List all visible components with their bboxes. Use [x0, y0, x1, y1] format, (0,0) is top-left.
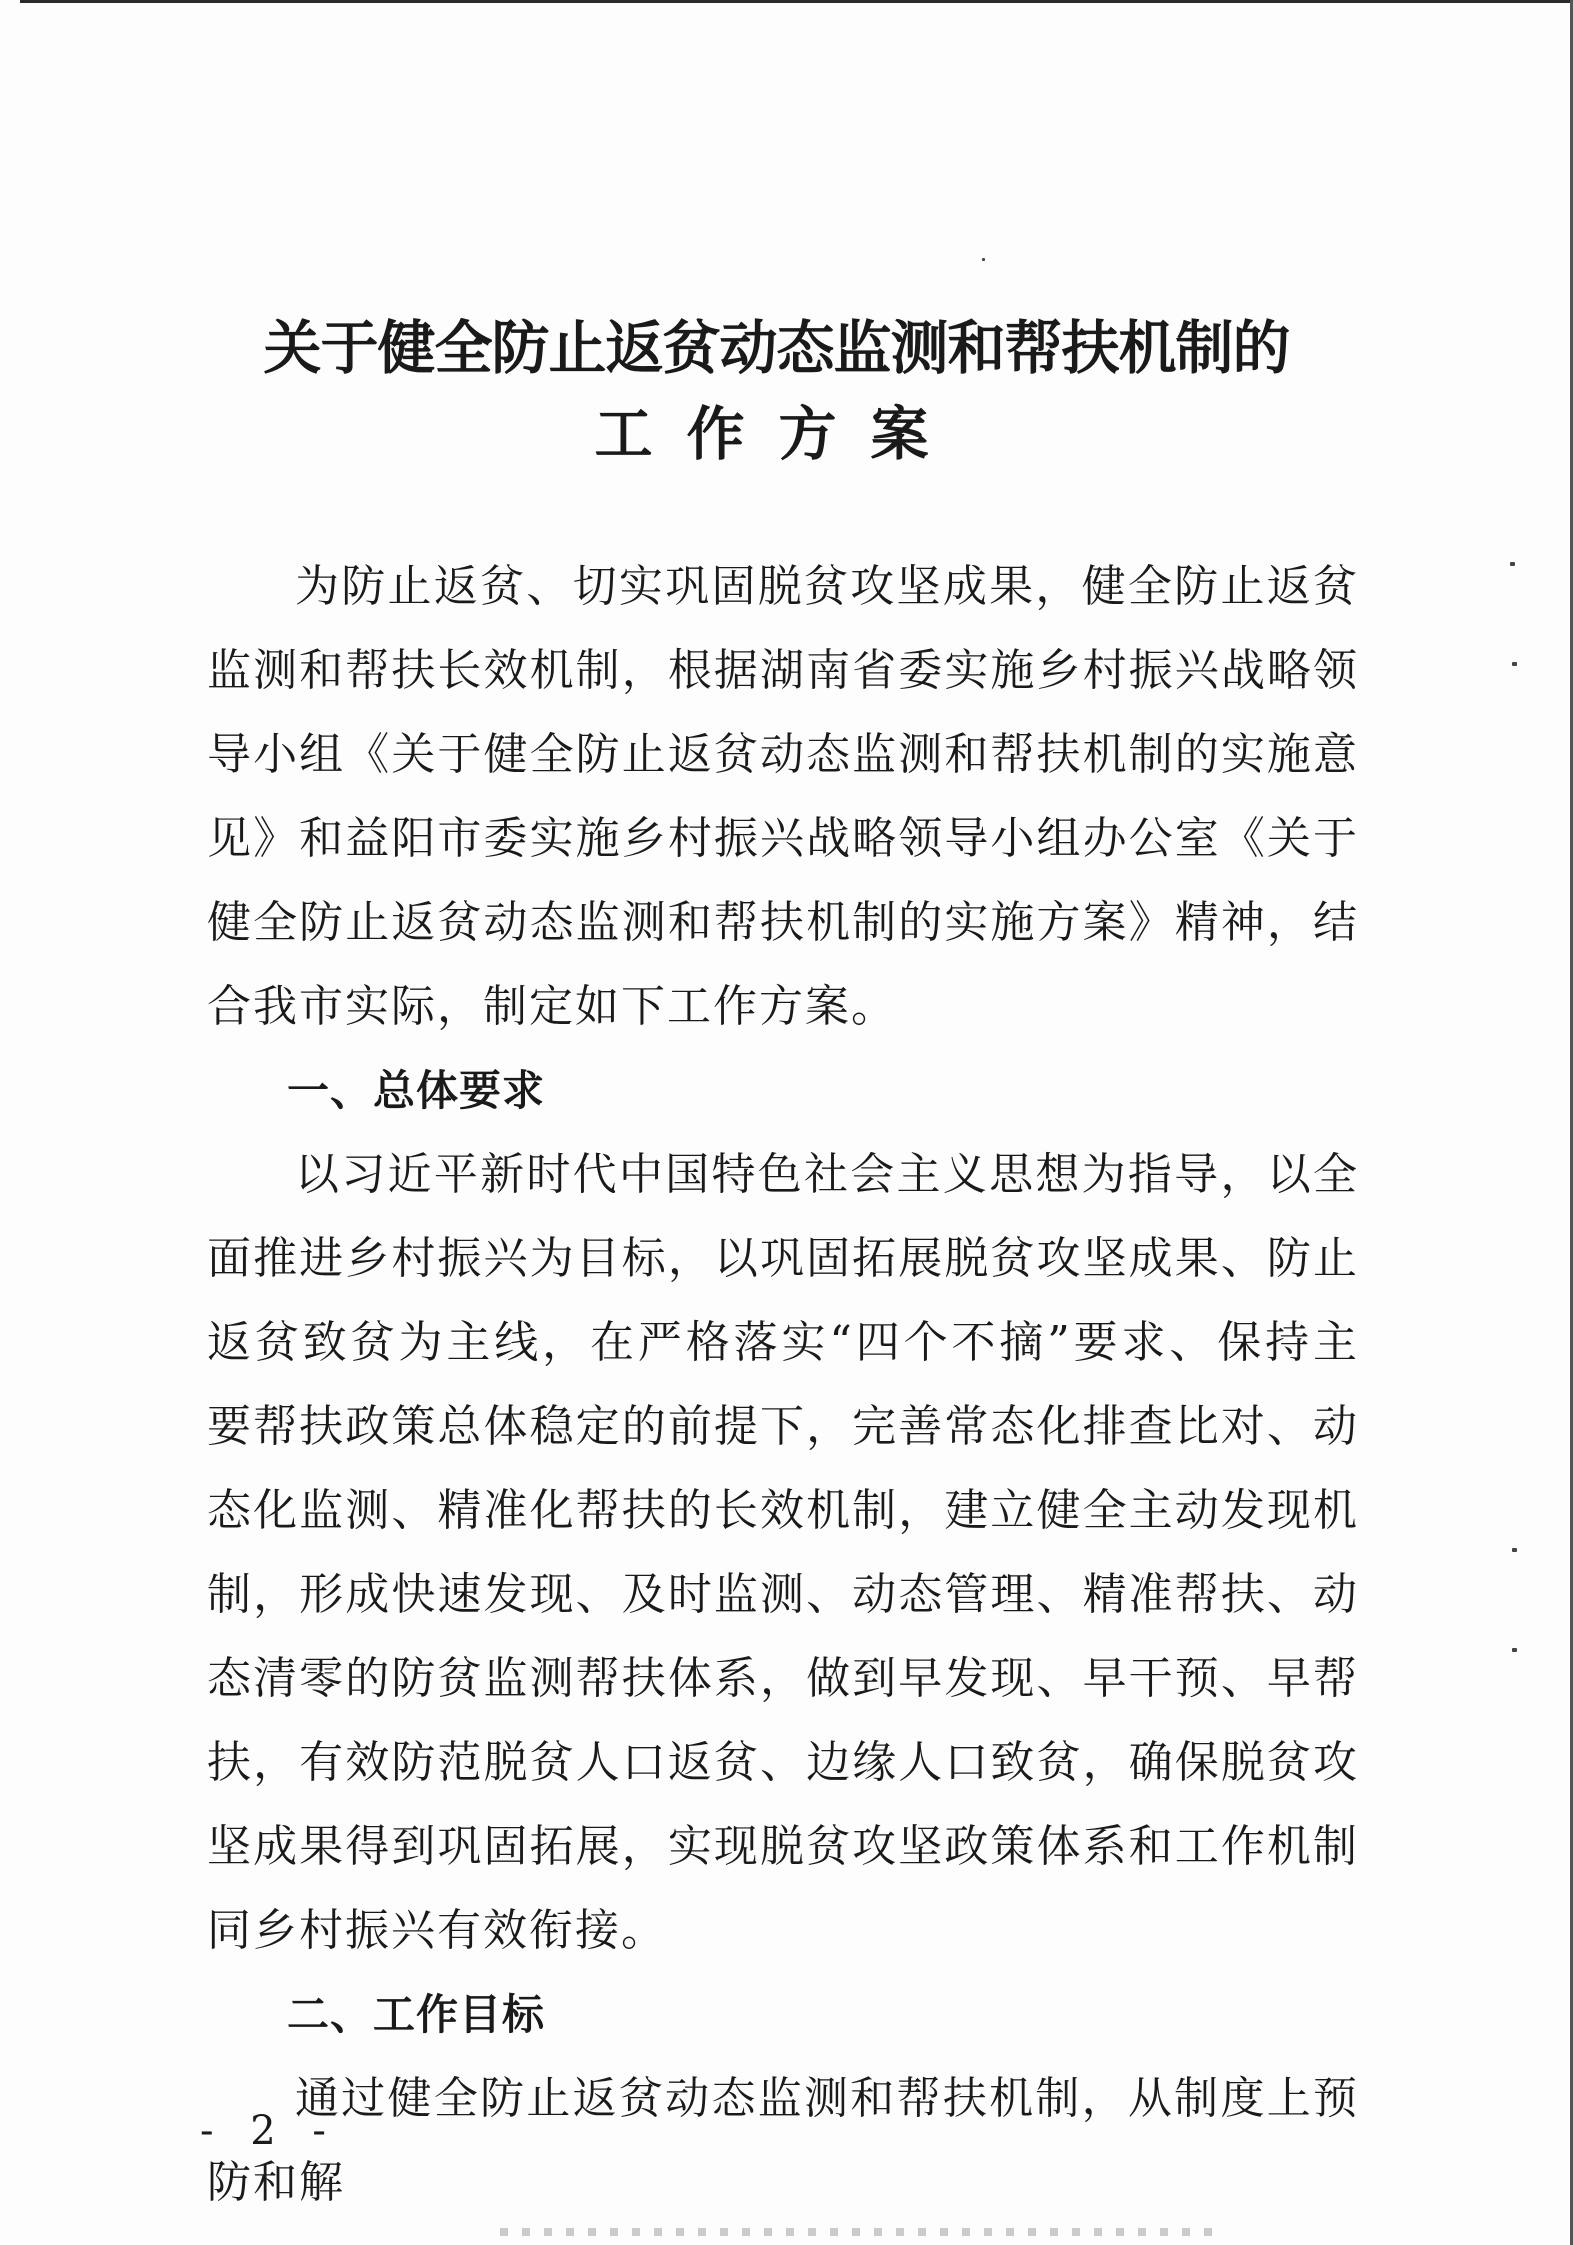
scan-speck	[1512, 662, 1517, 666]
scan-speck	[1510, 562, 1515, 566]
scan-border-top	[20, 0, 1573, 3]
section-1-heading: 一、总体要求	[287, 1066, 546, 1115]
scan-bottom-noise	[500, 2228, 1220, 2236]
section-2-paragraph: 通过健全防止返贫动态监测和帮扶机制，从制度上预防和解	[207, 2073, 1359, 2208]
document-body	[207, 545, 1359, 2225]
section-2-heading: 二、工作目标	[287, 1990, 546, 2039]
title-line-2: 工作方案	[594, 400, 963, 468]
scan-speck	[1512, 1548, 1517, 1552]
intro-paragraph: 为防止返贫、切实巩固脱贫攻坚成果，健全防止返贫监测和帮扶长效机制，根据湖南省委实施乡村振兴战略领导小组《关于健全防止返贫动态监测和帮扶机制的实施意见》和益阳市委实施乡村振兴战略领导小组办公室《关于健全防止返贫动态监测和帮扶机制的实施方案》精神，结合我市实际，制定如下工作方案。	[207, 561, 1359, 1032]
scan-speck	[1512, 1648, 1517, 1652]
title-line-1: 关于健全防止返贫动态监测和帮扶机制的	[263, 314, 1290, 382]
document-title	[0, 308, 1573, 480]
section-1-paragraph: 以习近平新时代中国特色社会主义思想为指导，以全面推进乡村振兴为目标，以巩固拓展脱贫攻坚成果、防止返贫致贫为主线，在严格落实“四个不摘”要求、保持主要帮扶政策总体稳定的前提下，完善常态化排查比对、动态化监测、精准化帮扶的长效机制，建立健全主动发现机制，形成快速发现、及时监测、动态管理、精准帮扶、动态清零的防贫监测帮扶体系，做到早发现、早干预、早帮扶，有效防范脱贫人口返贫、边缘人口致贫，确保脱贫攻坚成果得到巩固拓展，实现脱贫攻坚政策体系和工作机制同乡村振兴有效衔接。	[207, 1149, 1359, 1956]
page-number: - 2 -	[200, 2108, 338, 2154]
scan-speck	[982, 258, 985, 261]
